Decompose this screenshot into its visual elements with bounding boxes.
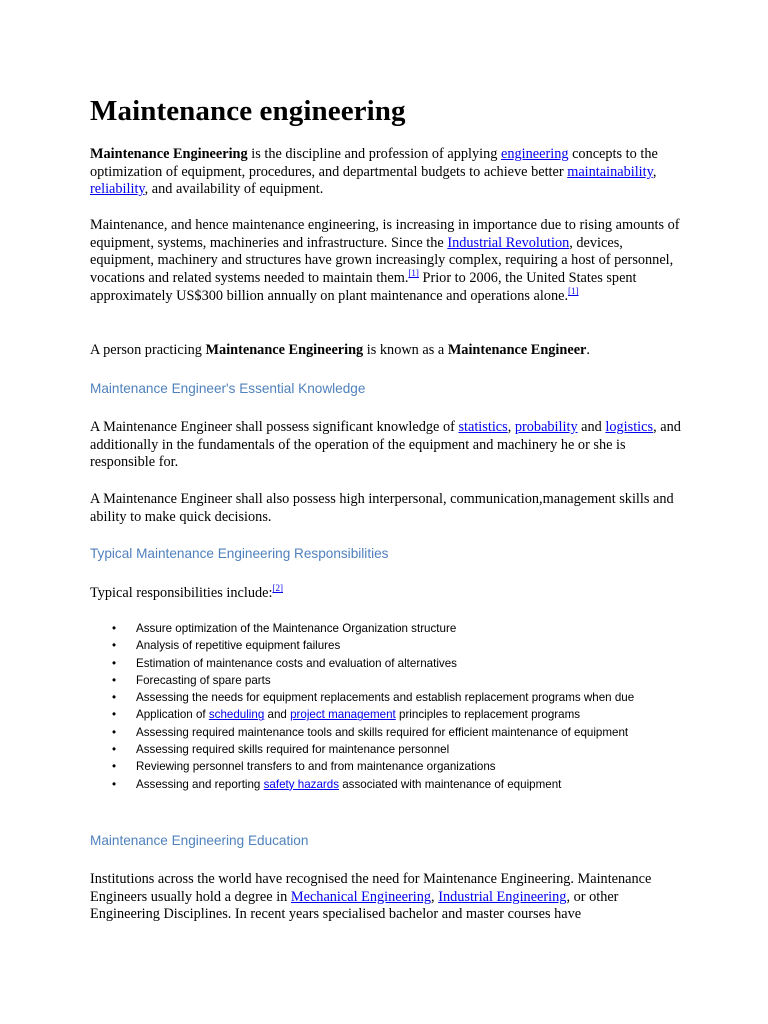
link-mechanical-engineering[interactable]: Mechanical Engineering xyxy=(290,888,432,905)
list-item: • Assessing the needs for equipment replacements and establish replacement programs when due xyxy=(90,689,690,706)
page-title: Maintenance engineering xyxy=(90,95,406,127)
term-maintenance-engineering: Maintenance Engineering xyxy=(205,342,364,358)
link-industrial-revolution[interactable]: Industrial Revolution xyxy=(447,234,570,251)
list-item: • Assessing required maintenance tools and skills required for efficient maintenance of equipment xyxy=(90,724,690,741)
link-engineering[interactable]: engineering xyxy=(501,146,569,162)
link-logistics[interactable]: logistics xyxy=(605,419,654,435)
responsibilities-list xyxy=(90,620,690,793)
link-maintainability[interactable]: maintainability xyxy=(567,163,653,180)
link-reliability[interactable]: reliability xyxy=(90,181,145,198)
list-item: • Assessing and reporting safety hazards associated with maintenance of equipment xyxy=(90,776,690,793)
link-statistics[interactable]: statistics xyxy=(458,419,508,435)
list-item: • Forecasting of spare parts xyxy=(90,672,690,689)
citation-1b[interactable]: [1] xyxy=(568,285,579,296)
link-industrial-engineering[interactable]: Industrial Engineering xyxy=(438,888,567,905)
importance-paragraph: Maintenance, and hence maintenance engineering, is increasing in importance due to rising amounts of equipment, systems, machineries and infrastructure. Since the Industrial Revolution, devices, equipment, machinery and structures have grown increasingly complex, requiring a host of personnel, vocations and related systems needed to maintain them.[1] Prior to 2006, the United States spent approximately US$300 billion annually on plant maintenance and operations alone.[1] xyxy=(90,217,680,304)
link-probability[interactable]: probability xyxy=(514,419,578,435)
term-maintenance-engineer: Maintenance Engineer xyxy=(447,342,587,358)
list-item: • Reviewing personnel transfers to and from maintenance organizations xyxy=(90,758,690,775)
list-item: • Analysis of repetitive equipment failures xyxy=(90,637,690,654)
list-item: • Application of scheduling and project management principles to replacement programs xyxy=(90,706,690,723)
link-safety-hazards[interactable]: safety hazards xyxy=(263,777,340,791)
list-item: • Assure optimization of the Maintenance Organization structure xyxy=(90,620,690,637)
list-item: • Assessing required skills required for maintenance personnel xyxy=(90,741,690,758)
education-paragraph: Institutions across the world have recognised the need for Maintenance Engineering. Maintenance Engineers usually hold a degree in Mechanical Engineering, Industrial Engineering, or other Engineering Disciplines. In recent years specialised bachelor and master courses have xyxy=(90,871,652,923)
knowledge-paragraph-2: A Maintenance Engineer shall also possess high interpersonal, communication,management skills and ability to make quick decisions. xyxy=(90,491,674,525)
responsibilities-intro: Typical responsibilities include:[2] xyxy=(90,583,283,601)
heading-responsibilities: Typical Maintenance Engineering Responsibilities xyxy=(90,546,389,561)
citation-2[interactable]: [2] xyxy=(272,583,283,593)
heading-education: Maintenance Engineering Education xyxy=(90,833,309,848)
practitioner-paragraph: A person practicing Maintenance Engineering is known as a Maintenance Engineer. xyxy=(90,342,590,358)
knowledge-paragraph-1: A Maintenance Engineer shall possess significant knowledge of statistics, probability and logistics, and additionally in the fundamentals of the operation of the equipment and machinery he or she is responsible for. xyxy=(90,419,681,471)
citation-1[interactable]: [1] xyxy=(408,268,419,279)
intro-paragraph: Maintenance Engineering is the discipline and profession of applying engineering concepts to the optimization of equipment, procedures, and departmental budgets to achieve better maintainability, reliability, and availability of equipment. xyxy=(90,146,658,198)
intro-term: Maintenance Engineering xyxy=(90,146,248,162)
list-item: • Estimation of maintenance costs and evaluation of alternatives xyxy=(90,655,690,672)
link-scheduling[interactable]: scheduling xyxy=(208,708,265,722)
link-project-management[interactable]: project management xyxy=(290,708,396,722)
heading-essential-knowledge: Maintenance Engineer's Essential Knowledge xyxy=(90,381,366,396)
